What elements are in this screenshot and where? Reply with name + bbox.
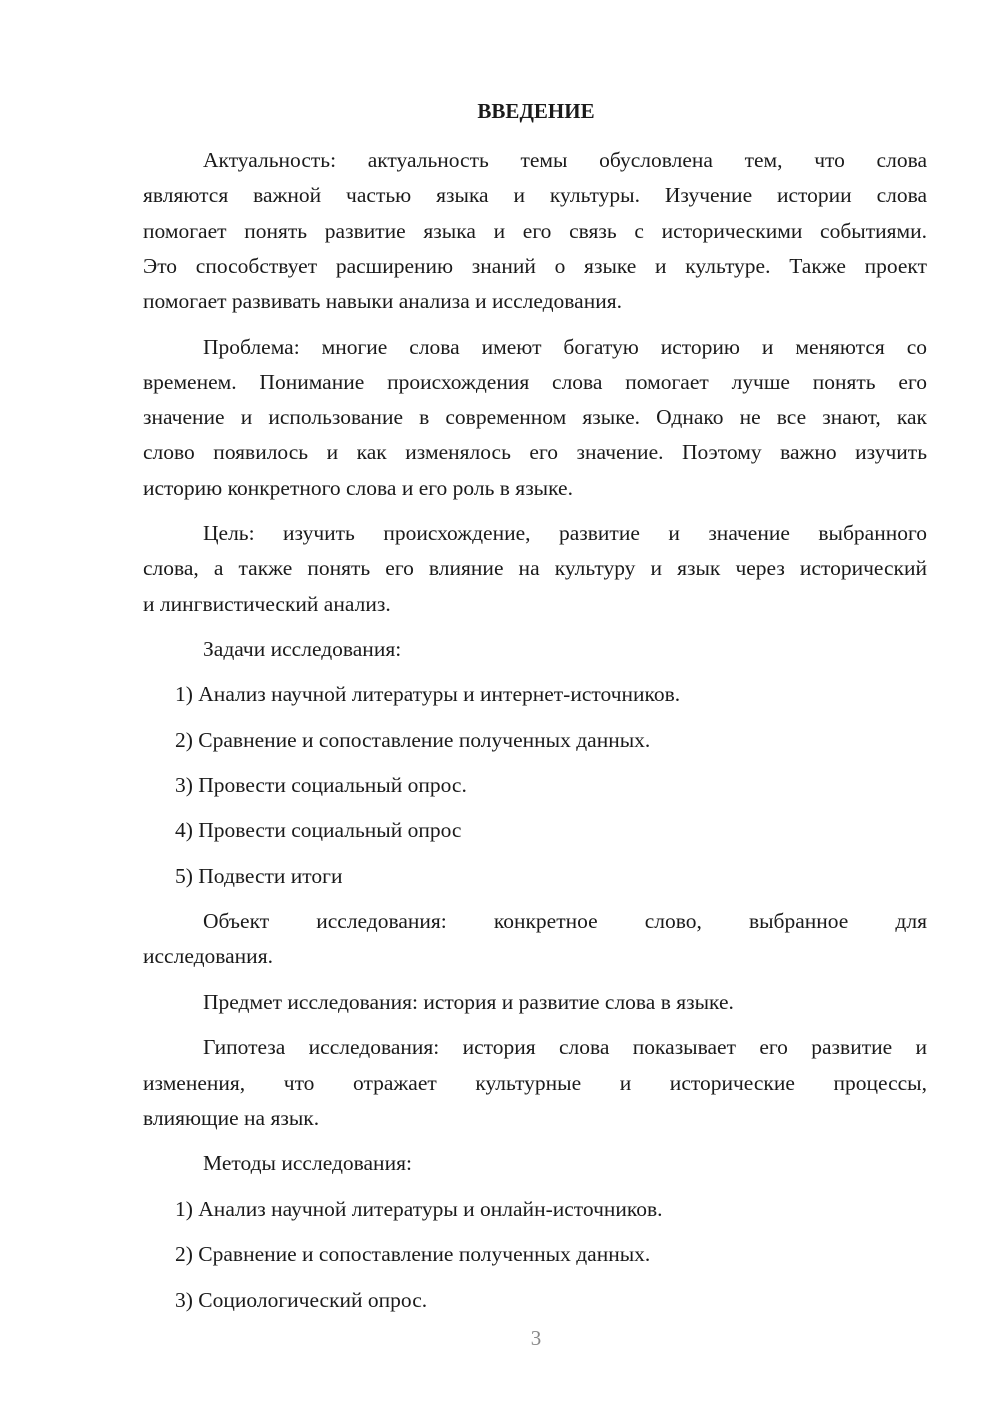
method-item: 3) Социологический опрос. (175, 1288, 428, 1312)
problem-line: слово появилось и как изменялось его значение. Поэтому важно изучить (143, 440, 927, 464)
relevance-line: помогает понять развитие языка и его связь с историческими событиями. (143, 219, 927, 243)
page-number: 3 (530, 1326, 542, 1350)
methods-heading: Методы исследования: (203, 1151, 412, 1175)
object-line: исследования. (143, 944, 273, 968)
task-item: 5) Подвести итоги (175, 864, 343, 888)
method-item: 1) Анализ научной литературы и онлайн-источников. (175, 1197, 663, 1221)
hypothesis-line: изменения, что отражает культурные и исторические процессы, (143, 1071, 927, 1095)
relevance-line: Это способствует расширению знаний о языке и культуре. Также проект (143, 254, 927, 278)
relevance-line: являются важной частью языка и культуры. Изучение истории слова (143, 183, 927, 207)
problem-line: Проблема: многие слова имеют богатую историю и меняются со (203, 335, 927, 359)
hypothesis-line: влияющие на язык. (143, 1106, 320, 1130)
page-title: ВВЕДЕНИЕ (477, 99, 595, 123)
object-line: Объект исследования: конкретное слово, выбранное для (203, 909, 927, 933)
problem-line: историю конкретного слова и его роль в языке. (143, 476, 573, 500)
tasks-heading: Задачи исследования: (203, 637, 402, 661)
task-item: 3) Провести социальный опрос. (175, 773, 467, 797)
method-item: 2) Сравнение и сопоставление полученных данных. (175, 1242, 651, 1266)
problem-line: временем. Понимание происхождения слова помогает лучше понять его (143, 370, 927, 394)
task-item: 1) Анализ научной литературы и интернет-источников. (175, 682, 681, 706)
subject-line: Предмет исследования: история и развитие слова в языке. (203, 990, 734, 1014)
goal-line: слова, а также понять его влияние на культуру и язык через исторический (143, 556, 927, 580)
problem-line: значение и использование в современном языке. Однако не все знают, как (143, 405, 927, 429)
goal-line: Цель: изучить происхождение, развитие и значение выбранного (203, 521, 927, 545)
relevance-line: помогает развивать навыки анализа и исследования. (143, 289, 622, 313)
relevance-line: Актуальность: актуальность темы обусловлена тем, что слова (203, 148, 927, 172)
task-item: 4) Провести социальный опрос (175, 818, 462, 842)
task-item: 2) Сравнение и сопоставление полученных данных. (175, 728, 651, 752)
goal-line: и лингвистический анализ. (143, 592, 391, 616)
hypothesis-line: Гипотеза исследования: история слова показывает его развитие и (203, 1035, 927, 1059)
